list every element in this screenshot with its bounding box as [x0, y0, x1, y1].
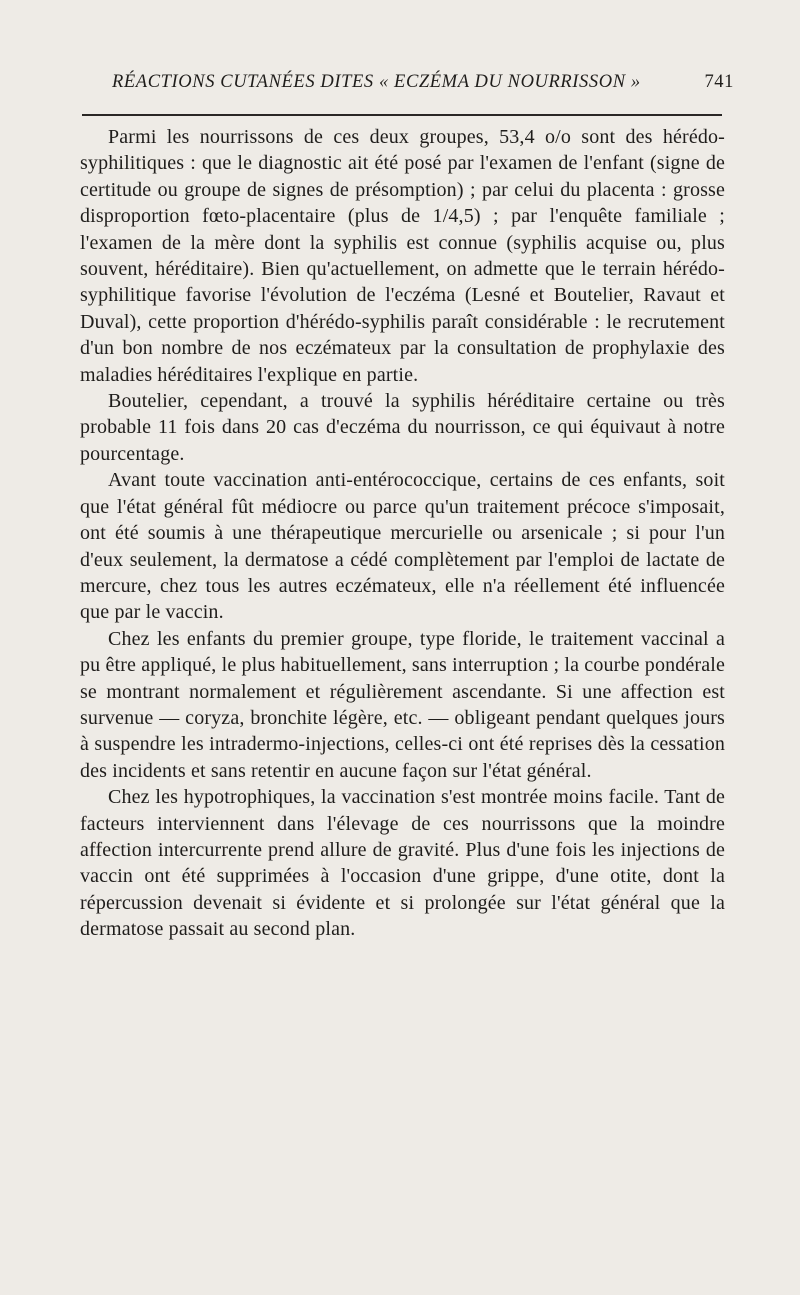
running-title: RÉACTIONS CUTANÉES DITES « ECZÉMA DU NOURRISSON »: [112, 72, 641, 92]
paragraph-3: Avant toute vaccination anti-entérococcique, certains de ces enfants, soit que l'état général fût médiocre ou parce qu'un traitement précoce s'imposait, ont été soumis à une thérapeutique mercurielle ou arsenicale ; si pour l'un d'eux seulement, la dermatose a cédé complètement par l'emploi de lactate de mercure, chez tous les autres eczémateux, elle n'a réellement été influencée que par le vaccin.: [80, 469, 725, 624]
paragraph-1: Parmi les nourrissons de ces deux groupes, 53,4 o/o sont des hérédo-syphilitiques : que le diagnostic ait été posé par l'examen de l'enfant (signe de certitude ou groupe de signes de présomption) ; par celui du placenta : grosse disproportion fœto-placentaire (plus de 1/4,5) ; par l'enquête familiale ; l'examen de la mère dont la syphilis est connue (syphilis acquise ou, plus souvent, héréditaire). Bien qu'actuellement, on admette que le terrain hérédo-syphilitique favorise l'évolution de l'eczéma (Lesné et Boutelier, Ravaut et Duval), cette proportion d'hérédo-syphilis paraît considérable : le recrutement d'un bon nombre de nos eczémateux par la consultation de prophylaxie des maladies héréditaires l'explique en partie.: [80, 126, 725, 386]
page-number: 741: [704, 72, 734, 92]
header-rule: [82, 114, 722, 116]
body-text: [80, 124, 725, 943]
paragraph-5: Chez les hypotrophiques, la vaccination s'est montrée moins facile. Tant de facteurs interviennent dans l'élevage de ces nourrissons que la moindre affection intercurrente prend allure de gravité. Plus d'une fois les injections de vaccin ont été supprimées à l'occasion d'une grippe, d'une otite, dont la répercussion devenait si évidente et si prolongée sur l'état général que la dermatose passait au second plan.: [80, 786, 725, 941]
paragraph-2: Boutelier, cependant, a trouvé la syphilis héréditaire certaine ou très probable 11 fois dans 20 cas d'eczéma du nourrisson, ce qui équivaut à notre pourcentage.: [80, 390, 725, 465]
running-head: [112, 72, 734, 102]
paragraph-4: Chez les enfants du premier groupe, type floride, le traitement vaccinal a pu être appliqué, le plus habituellement, sans interruption ; la courbe pondérale se montrant normalement et régulièrement ascendante. Si une affection est survenue — coryza, bronchite légère, etc. — obligeant pendant quelques jours à suspendre les intradermo-injections, celles-ci ont été reprises dès la cessation des incidents et sans retentir en aucune façon sur l'état général.: [80, 627, 725, 782]
